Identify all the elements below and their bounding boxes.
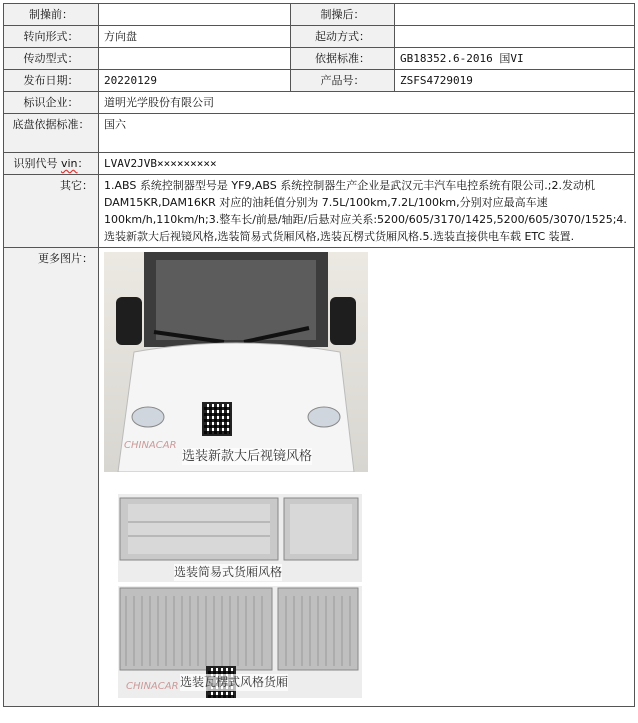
- value-date: 20220129: [99, 70, 291, 92]
- label-standard: 依据标准：: [291, 48, 395, 70]
- table-row: [4, 248, 635, 707]
- more-images-cell: [99, 248, 635, 707]
- qr-code-icon: [202, 402, 232, 436]
- label-after: 制操后：: [291, 4, 395, 26]
- value-standard: GB18352.6-2016 国VI: [395, 48, 635, 70]
- value-before: [99, 4, 291, 26]
- watermark-text: CHINACAR: [124, 440, 177, 451]
- label-vin: 识别代号 vin：: [4, 153, 99, 175]
- value-transmission: [99, 48, 291, 70]
- value-other: 1.ABS 系统控制器型号是 YF9,ABS 系统控制器生产企业是武汉元丰汽车电控系统有限公司.;2.发动机 DAM15KR,DAM16KR 对应的油耗值分别为 7.5L/100km,7.2L/100km,分别对应最高车速 100km/h,110km/h;3.整车长/前悬/轴距/后悬对应关系:5200/605/3170/1425,5200/605/3070/1525;4.选装新款大后视镜风格,选装简易式货厢风格,选装瓦楞式货厢风格.5.选装直接供电车载 ETC 装置.: [99, 175, 635, 248]
- label-transmission: 传动型式：: [4, 48, 99, 70]
- image-caption-mirror: 选装新款大后视镜风格: [182, 449, 313, 464]
- label-date: 发布日期：: [4, 70, 99, 92]
- table-row: [4, 114, 635, 153]
- value-company: 道明光学股份有限公司: [99, 92, 635, 114]
- table-row: [4, 48, 635, 70]
- value-vin: LVAV2JVB×××××××××: [99, 153, 635, 175]
- value-start: [395, 26, 635, 48]
- table-row: [4, 4, 635, 26]
- value-steering: 方向盘: [99, 26, 291, 48]
- table-row: [4, 92, 635, 114]
- value-product: ZSFS4729019: [395, 70, 635, 92]
- table-row: [4, 153, 635, 175]
- table-row: [4, 175, 635, 248]
- label-company: 标识企业：: [4, 92, 99, 114]
- label-more-images: 更多图片：: [4, 248, 99, 707]
- cargo-box-corrugated-photo[interactable]: [118, 586, 362, 698]
- label-start: 起动方式：: [291, 26, 395, 48]
- label-steering: 转向形式：: [4, 26, 99, 48]
- vehicle-spec-table: [3, 3, 635, 707]
- image-caption-corrugated-box: 选装瓦楞式风格货厢: [180, 675, 289, 689]
- label-before: 制操前：: [4, 4, 99, 26]
- table-row: [4, 26, 635, 48]
- value-chassis: 国六: [99, 114, 635, 153]
- value-after: [395, 4, 635, 26]
- van-front-photo[interactable]: [104, 252, 368, 472]
- label-other: 其它：: [4, 175, 99, 248]
- image-caption-simple-box: 选装简易式货厢风格: [174, 565, 283, 579]
- watermark-text: CHINACAR: [126, 681, 179, 692]
- label-product: 产品号：: [291, 70, 395, 92]
- vin-word: vin: [60, 157, 78, 170]
- table-row: [4, 70, 635, 92]
- label-chassis: 底盘依据标准：: [4, 114, 99, 153]
- cargo-box-simple-photo[interactable]: [118, 494, 362, 582]
